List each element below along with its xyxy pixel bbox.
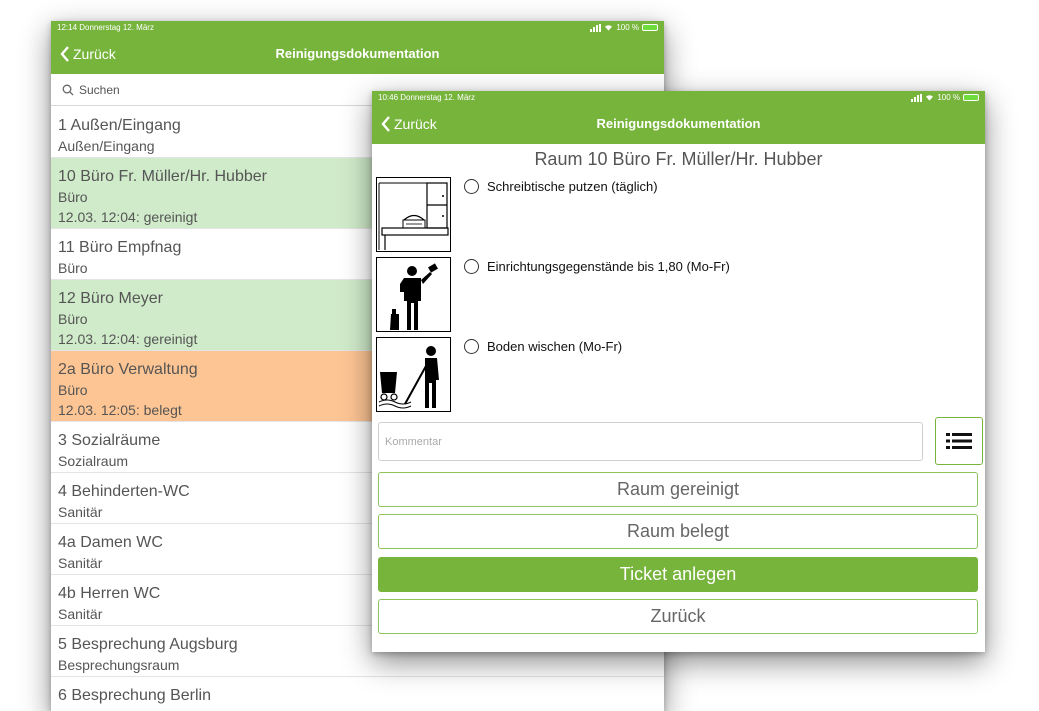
room-cleaned-button[interactable]: Raum gereinigt <box>378 472 978 507</box>
desk-icon <box>376 177 451 252</box>
back-bottom-button[interactable]: Zurück <box>378 599 978 634</box>
room-title-text: 1 Außen/Eingang <box>58 117 181 134</box>
list-button[interactable] <box>935 417 983 465</box>
room-type-text: Besprechungsraum <box>58 657 180 673</box>
room-type-text: Sanitär <box>58 504 103 520</box>
back-button[interactable] <box>60 34 116 74</box>
status-bar <box>51 21 664 34</box>
room-type-text: Außen/Eingang <box>58 138 155 154</box>
create-ticket-button[interactable]: Ticket anlegen <box>378 557 978 592</box>
room-title-text: 11 Büro Empfnag <box>58 239 182 256</box>
status-time-date: 12:14 Donnerstag 12. März <box>57 23 154 32</box>
room-title-text: 2a Büro Verwaltung <box>58 361 198 378</box>
battery-icon <box>642 24 658 31</box>
chevron-left-icon <box>60 46 70 62</box>
battery-icon <box>963 94 979 101</box>
task-radio-furniture[interactable] <box>464 259 479 274</box>
room-title-text: 5 Besprechung Augsburg <box>58 636 238 653</box>
comment-input[interactable] <box>378 422 923 461</box>
room-occupied-button[interactable]: Raum belegt <box>378 514 978 549</box>
list-icon <box>946 432 972 450</box>
list-item[interactable] <box>51 677 664 711</box>
room-title-text: 4a Damen WC <box>58 534 163 551</box>
task-row-desk <box>376 177 976 253</box>
room-status-text: 12.03. 12:04: gereinigt <box>58 331 198 347</box>
room-status-text: 12.03. 12:04: gereinigt <box>58 209 198 225</box>
task-label-furniture: Einrichtungsgegenstände bis 1,80 (Mo-Fr) <box>487 259 730 274</box>
wifi-icon <box>925 94 934 101</box>
room-title-text: 6 Besprechung Berlin <box>58 687 211 704</box>
room-type-text: Sozialraum <box>58 453 129 469</box>
room-title-text: 3 Sozialräume <box>58 432 161 449</box>
search-icon <box>62 84 74 96</box>
status-time-date: 10:46 Donnerstag 12. März <box>378 93 475 102</box>
room-title-text: 4b Herren WC <box>58 585 161 602</box>
task-radio-floor[interactable] <box>464 339 479 354</box>
room-type-text: Sanitär <box>58 555 103 571</box>
nav-bar <box>372 104 985 144</box>
room-type-text: Büro <box>58 382 88 398</box>
task-label-floor: Boden wischen (Mo-Fr) <box>487 339 623 354</box>
search-placeholder: Suchen <box>79 82 120 97</box>
back-button[interactable] <box>381 104 437 144</box>
wifi-icon <box>604 24 613 31</box>
chevron-left-icon <box>381 116 391 132</box>
task-radio-desk[interactable] <box>464 179 479 194</box>
room-type-text: Sanitär <box>58 606 103 622</box>
room-detail-screen <box>372 91 985 652</box>
back-button-label: Zurück <box>394 116 437 132</box>
room-type-text: Büro <box>58 260 88 276</box>
person-dusting-icon <box>376 257 451 332</box>
signal-icon <box>590 24 601 32</box>
battery-percent: 100 % <box>937 93 960 102</box>
room-type-text: Büro <box>58 311 88 327</box>
task-row-furniture <box>376 257 976 333</box>
signal-icon <box>911 94 922 102</box>
room-status-text: 12.03. 12:05: belegt <box>58 402 182 418</box>
back-button-label: Zurück <box>73 46 116 62</box>
nav-title: Reinigungsdokumentation <box>275 46 440 61</box>
room-title-text: 4 Behinderten-WC <box>58 483 190 500</box>
task-row-floor <box>376 337 976 413</box>
status-bar <box>372 91 985 104</box>
battery-percent: 100 % <box>616 23 639 32</box>
room-title-text: 10 Büro Fr. Müller/Hr. Hubber <box>58 168 267 185</box>
nav-bar <box>51 34 664 74</box>
room-type-text: Büro <box>58 189 88 205</box>
room-title: Raum 10 Büro Fr. Müller/Hr. Hubber <box>534 149 823 169</box>
person-mopping-icon <box>376 337 451 412</box>
room-title-text: 12 Büro Meyer <box>58 290 163 307</box>
nav-title: Reinigungsdokumentation <box>596 116 761 131</box>
task-label-desk: Schreibtische putzen (täglich) <box>487 179 658 194</box>
